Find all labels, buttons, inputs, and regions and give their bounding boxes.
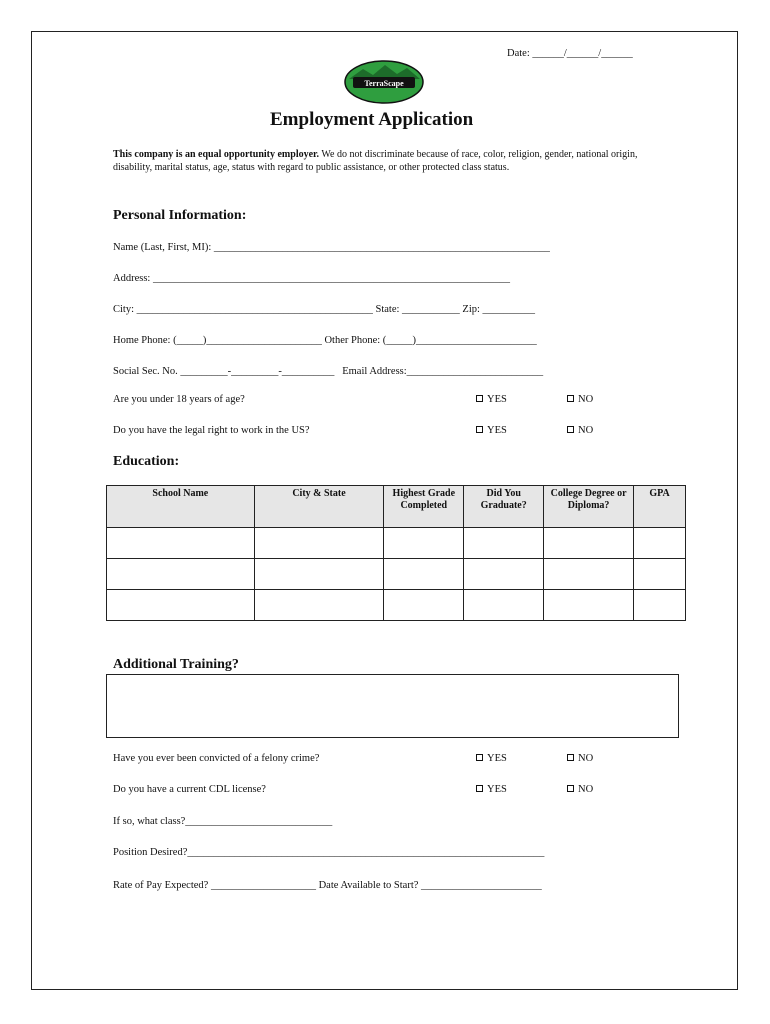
checkbox-icon xyxy=(476,395,483,402)
table-cell[interactable] xyxy=(464,559,544,590)
checkbox-icon xyxy=(567,426,574,433)
checkbox-icon xyxy=(567,785,574,792)
table-cell[interactable] xyxy=(254,528,384,559)
question-cdl: Do you have a current CDL license? xyxy=(113,784,266,795)
table-cell[interactable] xyxy=(254,590,384,621)
col-college-degree: College Degree or Diploma? xyxy=(544,486,634,528)
eeo-statement xyxy=(113,148,643,174)
col-graduated: Did You Graduate? xyxy=(464,486,544,528)
table-cell[interactable] xyxy=(634,528,686,559)
education-heading: Education: xyxy=(113,454,180,469)
col-city-state: City & State xyxy=(254,486,384,528)
table-cell[interactable] xyxy=(384,559,464,590)
question-under-18: Are you under 18 years of age? xyxy=(113,394,245,405)
address-field[interactable]: Address: ____________________________________________________________________ xyxy=(113,273,510,284)
cdl-no-checkbox[interactable]: NO xyxy=(567,784,593,795)
education-table xyxy=(106,485,686,621)
application-form xyxy=(31,31,738,990)
table-row xyxy=(107,528,686,559)
legal-right-yes-checkbox[interactable]: YES xyxy=(476,425,507,436)
page-title: Employment Application xyxy=(270,109,474,130)
table-cell[interactable] xyxy=(544,528,634,559)
under-18-yes-checkbox[interactable]: YES xyxy=(476,394,507,405)
date-field[interactable]: Date: ______/______/______ xyxy=(507,48,633,59)
felony-yes-checkbox[interactable]: YES xyxy=(476,753,507,764)
checkbox-icon xyxy=(476,785,483,792)
pay-and-start-date-field[interactable]: Rate of Pay Expected? ____________________ Date Available to Start? _______________________ xyxy=(113,880,542,891)
additional-training-heading: Additional Training? xyxy=(113,657,239,672)
table-row xyxy=(107,590,686,621)
checkbox-icon xyxy=(567,395,574,402)
eeo-statement-bold: This company is an equal opportunity employer. xyxy=(113,149,320,160)
table-row xyxy=(107,559,686,590)
question-legal-right: Do you have the legal right to work in the US? xyxy=(113,425,310,436)
cdl-class-field[interactable]: If so, what class?____________________________ xyxy=(113,816,333,827)
checkbox-icon xyxy=(476,426,483,433)
legal-right-no-checkbox[interactable]: NO xyxy=(567,425,593,436)
additional-training-textarea[interactable] xyxy=(106,674,679,738)
table-cell[interactable] xyxy=(384,590,464,621)
table-cell[interactable] xyxy=(544,590,634,621)
table-cell[interactable] xyxy=(254,559,384,590)
phone-field[interactable]: Home Phone: (_____)______________________ Other Phone: (_____)_______________________ xyxy=(113,335,537,346)
table-cell[interactable] xyxy=(464,590,544,621)
under-18-no-checkbox[interactable]: NO xyxy=(567,394,593,405)
city-state-zip-field[interactable]: City: _____________________________________________ State: ___________ Zip: __________ xyxy=(113,304,536,315)
table-cell[interactable] xyxy=(544,559,634,590)
checkbox-icon xyxy=(476,754,483,761)
col-gpa: GPA xyxy=(634,486,686,528)
company-logo xyxy=(343,59,425,110)
table-cell[interactable] xyxy=(634,590,686,621)
name-field[interactable]: Name (Last, First, MI): ________________________________________________________________ xyxy=(113,242,550,253)
col-school-name: School Name xyxy=(107,486,255,528)
table-cell[interactable] xyxy=(107,528,255,559)
eeo-statement-text: We do not discriminate because of race, color, religion, gender, national origin, disability, marital status, age, status with regard to public assistance, or other protected class status. xyxy=(113,149,638,173)
table-cell[interactable] xyxy=(464,528,544,559)
table-cell[interactable] xyxy=(107,590,255,621)
col-highest-grade: Highest Grade Completed xyxy=(384,486,464,528)
position-desired-field[interactable]: Position Desired?____________________________________________________________________ xyxy=(113,847,545,858)
table-cell[interactable] xyxy=(107,559,255,590)
ssn-email-field[interactable]: Social Sec. No. _________-_________-__________ Email Address:__________________________ xyxy=(113,366,544,377)
personal-info-heading: Personal Information: xyxy=(113,208,247,223)
cdl-yes-checkbox[interactable]: YES xyxy=(476,784,507,795)
logo-text: TerraScape xyxy=(364,79,404,88)
checkbox-icon xyxy=(567,754,574,761)
question-felony: Have you ever been convicted of a felony crime? xyxy=(113,753,320,764)
table-cell[interactable] xyxy=(634,559,686,590)
felony-no-checkbox[interactable]: NO xyxy=(567,753,593,764)
table-cell[interactable] xyxy=(384,528,464,559)
